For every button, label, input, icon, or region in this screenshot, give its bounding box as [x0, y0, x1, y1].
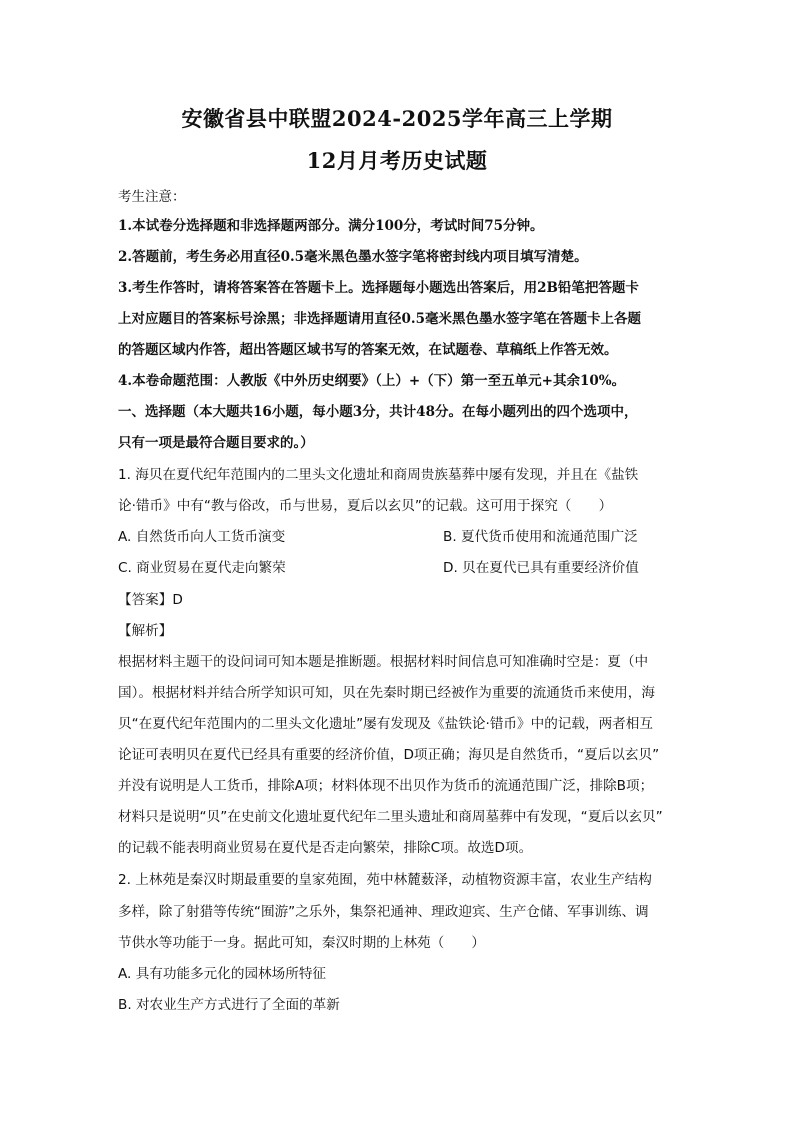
notice-item-1: 1.本试卷分选择题和非选择题两部分。满分100分，考试时间75分钟。 — [118, 218, 544, 234]
question-1-stem-line-1: 1. 海贝在夏代纪年范围内的二里头文化遗址和商周贵族墓葬中屡有发现，并且在《盐铁 — [118, 467, 639, 483]
question-1-analysis-line-3: 贝“在夏代纪年范围内的二里头文化遗址”屡有发现及《盐铁论·错币》中的记载，两者相互 — [118, 716, 653, 732]
question-2-stem-line-2: 多样，除了射猎等传统“囿游”之乐外，集祭祀通神、理政迎宾、生产仓储、军事训练、调 — [118, 904, 649, 920]
question-2-stem-line-3: 节供水等功能于一身。据此可知，秦汉时期的上林苑（ ） — [118, 935, 486, 951]
question-1-option-d: D. 贝在夏代已具有重要经济价值 — [443, 560, 639, 576]
exam-title-line2: 12月月考历史试题 — [306, 148, 488, 173]
question-1-analysis-line-7: 的记载不能表明商业贸易在夏代是否走向繁荣，排除C项。故选D项。 — [118, 840, 533, 856]
section-heading-line-2: 只有一项是最符合题目要求的。） — [118, 435, 314, 451]
question-2-option-a: A. 具有功能多元化的园林场所特征 — [118, 966, 327, 982]
question-2-option-b: B. 对农业生产方式进行了全面的革新 — [118, 997, 340, 1013]
question-1-option-a: A. 自然货币向人工货币演变 — [118, 529, 286, 545]
question-1-analysis-line-6: 材料只是说明“贝”在史前文化遗址夏代纪年二里头遗址和商周墓葬中有发现，“夏后以玄贝” — [118, 809, 663, 825]
notice-item-4: 4.本卷命题范围：人教版《中外历史纲要》（上）+（下）第一至五单元+其余10%。 — [118, 373, 626, 389]
notice-item-2: 2.答题前，考生务必用直径0.5毫米黑色墨水签字笔将密封线内项目填写清楚。 — [118, 249, 588, 265]
notice-item-3-line-3: 的答题区域内作答，超出答题区域书写的答案无效，在试题卷、草稿纸上作答无效。 — [118, 342, 618, 358]
question-1-analysis-line-1: 根据材料主题干的设问词可知本题是推断题。根据材料时间信息可知准确时空是：夏（中 — [118, 654, 649, 670]
question-1-option-c: C. 商业贸易在夏代走向繁荣 — [118, 560, 286, 576]
question-1-option-b: B. 夏代货币使用和流通范围广泛 — [443, 529, 638, 545]
question-1-analysis-line-5: 并没有说明是人工货币，排除A项；材料体现不出贝作为货币的流通范围广泛，排除B项； — [118, 778, 654, 794]
notice-item-3-line-2: 上对应题目的答案标号涂黑；非选择题请用直径0.5毫米黑色墨水签字笔在答题卡上各题 — [118, 311, 641, 327]
question-1-analysis-line-4: 论证可表明贝在夏代已经具有重要的经济价值，D项正确；海贝是自然货币，“夏后以玄贝” — [118, 747, 660, 763]
question-1-answer: 【答案】D — [118, 592, 183, 608]
exam-title-line1: 安徽省县中联盟2024-2025学年高三上学期 — [181, 106, 613, 131]
question-1-analysis-line-2: 国）。根据材料并结合所学知识可知，贝在先秦时期已经被作为重要的流通货币来使用，海 — [118, 685, 655, 701]
notice-item-3-line-1: 3.考生作答时，请将答案答在答题卡上。选择题每小题选出答案后，用2B铅笔把答题卡 — [118, 280, 639, 296]
question-1-stem-line-2: 论·错币》中有“教与俗改，币与世易，夏后以玄贝”的记载。这可用于探究（ ） — [118, 498, 613, 514]
section-heading-line-1: 一、选择题（本大题共16小题，每小题3分，共计48分。在每小题列出的四个选项中， — [118, 404, 638, 420]
question-1-analysis-heading: 【解析】 — [118, 623, 173, 639]
question-2-stem-line-1: 2. 上林苑是秦汉时期最重要的皇家苑囿，苑中林麓薮泽，动植物资源丰富，农业生产结构 — [118, 872, 652, 888]
notice-heading: 考生注意： — [118, 189, 186, 205]
